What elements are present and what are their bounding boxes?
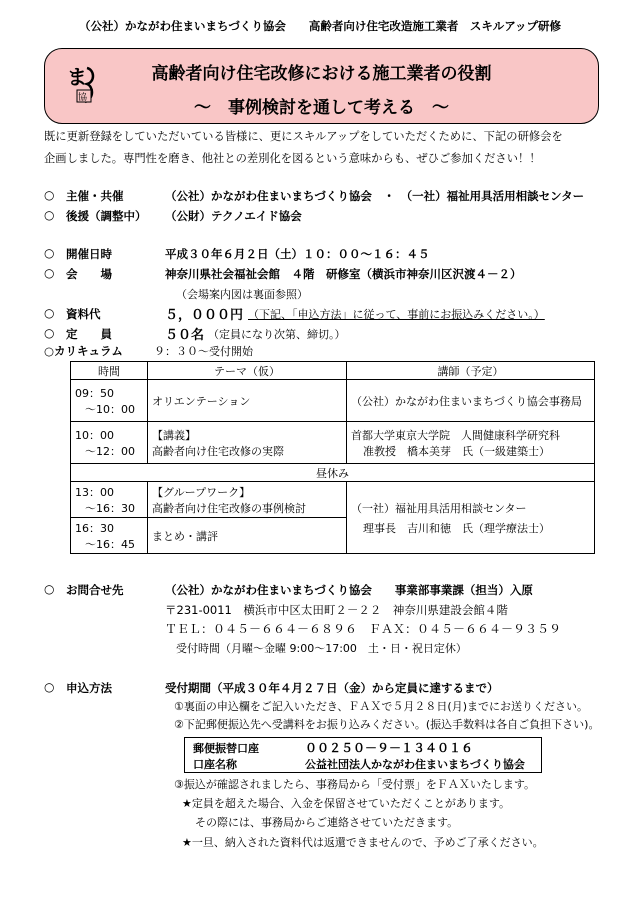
date-label: 開催日時 [66, 247, 112, 261]
apply-note-2: その際には、事務局からご連絡させていただきます。 [195, 816, 459, 829]
time-cell [71, 380, 148, 422]
theme-line-1: 【グループワーク】 [152, 485, 251, 499]
table-row-lunch [71, 464, 595, 482]
lunch-cell: 昼休み [71, 464, 595, 482]
header-time: 時間 [71, 362, 148, 380]
time-end: ～16：30 [85, 501, 135, 515]
header-lecturer: 講師（予定） [347, 362, 595, 380]
bullet-date: ○ [44, 246, 55, 260]
lecturer-line-1: 首都大学東京大学院 人間健康科学研究科 [351, 428, 560, 442]
table-row [71, 380, 595, 422]
lecturer-cell [347, 422, 595, 464]
apply-step-1: ①裏面の申込欄をご記入いただき、ＦＡＸで５月２８日(月)までにお送りください。 [174, 700, 589, 713]
bullet-apply: ○ [44, 680, 55, 694]
bank-name-label: 口座名称 [193, 758, 237, 771]
support-value: （公財）テクノエイド協会 [165, 209, 302, 223]
title-banner [44, 48, 599, 124]
header-theme: テーマ（仮） [148, 362, 347, 380]
contact-org: （公社）かながわ住まいまちづくり協会 事業部事業課（担当）入原 [165, 583, 533, 597]
theme-cell [148, 482, 347, 518]
fee-label: 資料代 [66, 307, 101, 321]
time-start: 13：00 [75, 485, 114, 499]
contact-hours: 受付時間（月曜～金曜 9:00～17:00 土・日・祝日定休） [176, 642, 467, 655]
lecturer-cell [347, 482, 595, 554]
apply-note-1: ★定員を超えた場合、入金を保留させていただくことがあります。 [182, 797, 510, 810]
bullet-fee: ○ [44, 306, 55, 320]
fee-value: ５，０００円 [165, 308, 244, 323]
venue-note: （会場案内図は裏面参照） [176, 288, 308, 301]
capacity-label: 定 員 [66, 327, 112, 341]
sponsor-value: （公社）かながわ住まいまちづくり協会 ・ （一社）福祉用具活用相談センター [165, 189, 585, 203]
time-start: 09：50 [75, 386, 114, 400]
main-title: 高齢者向け住宅改修における施工業者の役割 [151, 64, 492, 84]
time-start: 10：00 [75, 428, 114, 442]
apply-period: 受付期間（平成３０年４月２７日（金）から定員に達するまで） [165, 681, 499, 695]
theme-cell: オリエンテーション [148, 380, 347, 422]
venue-value: 神奈川県社会福祉会館 ４階 研修室（横浜市神奈川区沢渡４－２） [165, 267, 522, 281]
curriculum-note: ９：３０～受付開始 [154, 345, 253, 358]
time-cell [71, 422, 148, 464]
time-end: ～10：00 [85, 402, 135, 416]
theme-line-1: 【講義】 [152, 428, 196, 442]
bullet-sponsor: ○ [44, 188, 55, 202]
sponsor-label: 主催・共催 [66, 189, 124, 203]
fee-note: （下記、「申込方法」に従って、事前にお振込みください。） [248, 308, 545, 321]
theme-line-2: 高齢者向け住宅改修の実際 [152, 444, 284, 458]
bullet-contact: ○ [44, 582, 55, 596]
date-value: 平成３０年６月２日（土）１０：００～１６：４５ [165, 247, 430, 261]
lecturer-line-1: （一社）福祉用具活用相談センター [351, 501, 527, 515]
lecturer-cell: （公社）かながわ住まいまちづくり協会事務局 [347, 380, 595, 422]
time-start: 16：30 [75, 521, 114, 535]
capacity-value: ５０名 [165, 328, 205, 343]
contact-address: 〒231-0011 横浜市中区太田町２－２２ 神奈川県建設会館４階 [165, 603, 508, 617]
sub-title: ～ 事例検討を通して考える ～ [194, 98, 449, 118]
bank-account-value: ００２５０－９－１３４０１６ [305, 741, 474, 755]
time-cell [71, 482, 148, 518]
table-row [71, 482, 595, 518]
capacity-note: （定員になり次第、締切。） [208, 328, 346, 341]
support-label: 後援（調整中） [66, 209, 147, 223]
bullet-support: ○ [44, 208, 55, 222]
svg-text:協: 協 [78, 93, 88, 103]
theme-line-2: 高齢者向け住宅改修の事例検討 [152, 501, 306, 515]
bank-name-value: 公益社団法人かながわ住まいまちづくり協会 [305, 758, 525, 771]
curriculum-table [70, 361, 595, 554]
page-header: （公社）かながわ住まいまちづくり協会 高齢者向け住宅改造施工業者 スキルアップ研修 [79, 19, 561, 33]
theme-cell [148, 422, 347, 464]
apply-step-2: ②下記郵便振込先へ受講料をお振り込みください。(振込手数料は各自ご負担下さい)。 [174, 718, 600, 731]
apply-step-3: ③振込が確認されましたら、事務局から「受付票」をＦＡＸいたします。 [174, 778, 535, 791]
svg-text:ま: ま [67, 65, 87, 89]
venue-label: 会 場 [66, 267, 112, 281]
table-header-row [71, 362, 595, 380]
bank-account-box [184, 737, 542, 773]
time-end: ～12：00 [85, 444, 135, 458]
time-end: ～16：45 [85, 537, 135, 551]
lecturer-line-2: 理事長 吉川和徳 氏（理学療法士） [363, 521, 550, 535]
contact-tel-fax: ＴＥＬ：０４５－６６４－６８９６ ＦＡＸ：０４５－６６４－９３５９ [165, 622, 562, 636]
intro-line-1: 既に更新登録をしていただいている皆様に、更にスキルアップをしていただくために、下記の研修会を [44, 130, 563, 143]
bullet-venue: ○ [44, 266, 55, 280]
apply-label: 申込方法 [66, 681, 112, 695]
table-row [71, 422, 595, 464]
bank-account-label: 郵便振替口座 [193, 742, 259, 755]
time-cell [71, 518, 148, 554]
bullet-capacity: ○ [44, 326, 55, 340]
apply-note-3: ★一旦、納入された資料代は返還できませんので、予めご了承ください。 [182, 836, 544, 849]
theme-cell: まとめ・講評 [148, 518, 347, 554]
curriculum-label: ○カリキュラム [44, 344, 123, 358]
intro-line-2: 企画しました。専門性を磨き、他社との差別化を図るという意味からも、ぜひご参加ください！！ [44, 152, 541, 165]
lecturer-line-2: 准教授 橋本美芽 氏（一級建築士） [363, 444, 550, 458]
contact-label: お問合せ先 [66, 583, 124, 597]
